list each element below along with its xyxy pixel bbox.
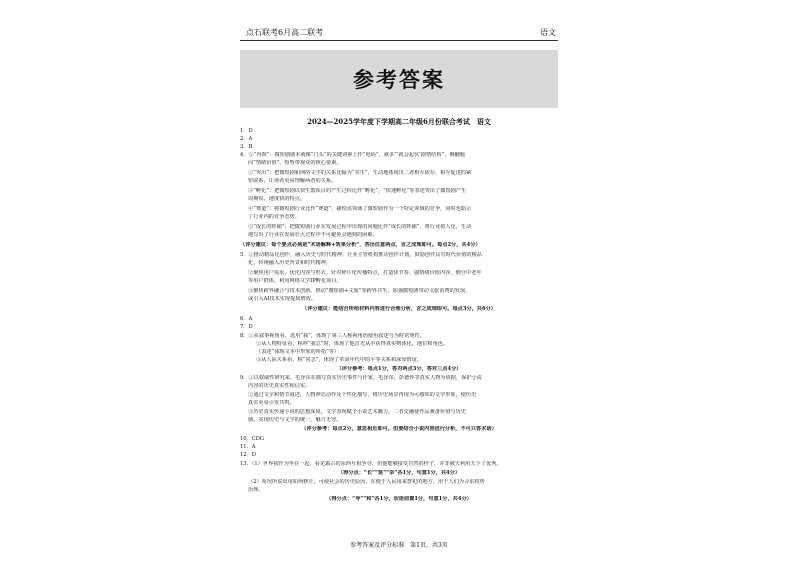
answer-line: 周期短、速度快的特点。 [248, 196, 306, 202]
answer-line: 3．B [240, 144, 253, 150]
header-subject: 语文 [540, 28, 556, 37]
page-footer: 参考答案及评分标准 第1页，共3页 [350, 542, 448, 549]
header-exam-name: 点石联考6月高二联考 [246, 28, 324, 37]
answer-line: 了行业内的竞争态势。 [248, 214, 300, 220]
answer-line: ⑤“成长的阵痛”：把微短剧行业在发展过程中出现的问题比作“成长的阵痛”，将行业拟人化，生动 [248, 224, 472, 230]
answer-banner [240, 50, 558, 108]
answer-line: 8．①从叙事视角看，选用“我”，体现了第三人称视角而使用叙述与为时常规性。 [240, 333, 425, 339]
banner-title: 参考答案 [353, 67, 445, 92]
header-divider [240, 40, 558, 41]
answer-line: ②“突出”：把微短剧和网络文学的关系比喻为“共生”，生动地体现出二者相互依存、相互促进的紧 [248, 170, 472, 176]
answer-line: 等用户群体，利用网络文学IP孵化项目。 [248, 278, 342, 284]
answer-line: 地写出了行业在发展壮大过程中不可避免会遇到的困难。 [248, 232, 378, 238]
answer-line: ③“孵化”：把微短剧以快生散项目的产生过程比作“孵化”，“快速孵化”等表述突出了微短剧产生 [248, 188, 467, 194]
answer-line: ③历史真实传递小说的思想深度，文学表现赋予小说艺术魅力，二者交融使作品兼备价值与历史 [248, 409, 466, 415]
answer-line: ②通过文字和情节叙述，人物神态动作及个性化描写，将历史场景再现为可感知的文学形象，使历史 [248, 392, 477, 398]
exam-title: 2024—2025学年度下学期高二年级6月份联合考试 语文 [307, 117, 491, 126]
answer-line: 6．A [240, 316, 253, 322]
answer-line: 治理。 [248, 487, 264, 493]
answer-line: 4．①“内饰”：微短剧剧本就像“门头”的关键词素上作“电码”，就多“‘就会起伏’剧情结构”，侧翻题 [240, 152, 465, 158]
answer-line: 1．D [240, 128, 253, 134]
answer-line: 化，传统融入历史背景和时代精神。 [248, 260, 332, 266]
answer-line: 密联系，让读者更易理解两者的关系。 [248, 178, 337, 184]
answer-line: ③聚焦跨界融合与技术创新。推动“微短剧+文旅”等跨界共生，加强微短剧带动文旅消费的发展， [248, 288, 471, 294]
answer-line: （评分建议：每个要点必须是“术语解释+效果分析”，答出任意两点，言之成理即可。每点2分，共4分） [240, 242, 481, 248]
answer-line: （得分点：“长”“惩”“幸”各1分，句意1分，共4分） [337, 470, 461, 476]
answer-line: 10．CDG [240, 436, 265, 442]
answer-line: 5．①推动精品化创作，融入历史与时代精神。行业主管机构推动创作计划，鼓励创作具有时代价值的精品 [240, 252, 482, 258]
answer-line: ②从人物特征看，称呼“我总”时，体现了他首先从中获得真实物体化，地位和角色。 [256, 341, 449, 347]
answer-line: 2．A [240, 136, 253, 142]
answer-line: ④“赛道”：将微短剧行业比作“赛道”，描绘该领域了微短剧作为一个特定领域的竞争，同时也暗示 [248, 206, 472, 212]
answer-line: 9．①以权威性研究来，毛泽东在描写真实历史事件与作家，毛泽东、彭德怀等真实人物为依据，保护小说 [240, 375, 482, 381]
answer-line: 12．D [240, 452, 256, 458]
answer-line: （得分点：“导”“和”各1分，状语前置1分，句意1分，共4分） [326, 496, 472, 502]
answer-line: ③从人际关系看，称“同志”，体现了革命年代中的平等关系和深厚情谊。 [256, 357, 423, 363]
answer-line: 内容的历史真实性和信实。 [248, 383, 311, 389]
answer-line: 7．D [240, 324, 253, 330]
answer-line: 或引入AI技术实现提质增效。 [248, 296, 317, 302]
answer-line: ②聚焦用户需求，优化内容与形式。针对碎片化传播特点，打造快节奏、强情绪价值内容，细分中老年 [248, 270, 482, 276]
answer-line: 11．A [240, 444, 256, 450]
answer-line: （表述“体现文本中形象的所指”等） [256, 349, 340, 355]
answer-line: 向“情绪价值”，短暂带观众的核心要素。 [248, 160, 342, 166]
answer-line: （2）荀况所说出用如何修正，可使社会的历史原因，在便于人民用来祭祀的地方，用于人们为寻求权势 [248, 479, 485, 485]
answer-line: 真实更易引发共鸣。 [248, 400, 295, 406]
answer-line: 感，实现历史与文学的统一，魅力无穷。 [248, 417, 342, 423]
answer-line: （评分参考：每点1分，答对两点3分，答对三点4分） [336, 366, 462, 372]
answer-line: 13．（1）世界我作为坐在一起，看见霸占的东西互相争夺，但他能够接受自然的样子，并非被天利用天下了优秀。 [240, 461, 502, 467]
answer-line: （评分参考：每点2分，意思相近即可。但要结合小说内容进行分析，不可只答术语） [301, 426, 497, 432]
answer-line: （评分建议：能结合所给材料内容进行合理分析，言之成理即可。每点3分，共6分） [302, 306, 496, 312]
